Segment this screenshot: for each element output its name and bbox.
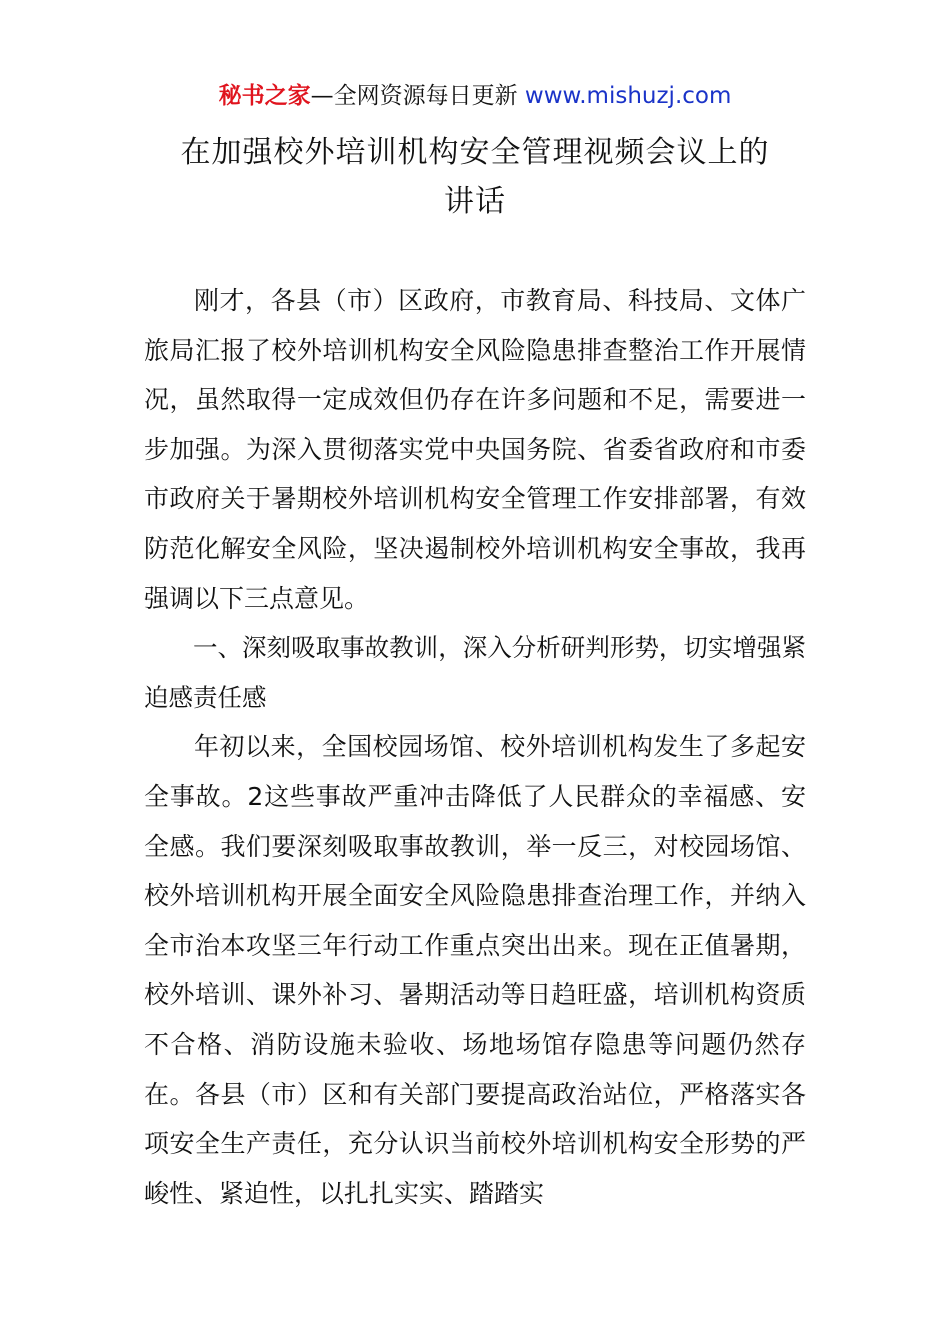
site-url-link[interactable]: www.mishuzj.com: [524, 83, 732, 109]
site-brand: 秘书之家: [218, 83, 311, 109]
site-header: [0, 80, 950, 112]
paragraph-section-1: 年初以来，全国校园场馆、校外培训机构发生了多起安全事故。2这些事故严重冲击降低了人民群众的幸福感、安全感。我们要深刻吸取事故教训，举一反三，对校园场馆、校外培训机构开展全面安全风险隐患排查治理工作，并纳入全市治本攻坚三年行动工作重点突出出来。现在正值暑期，校外培训、课外补习、暑期活动等日趋旺盛，培训机构资质不合格、消防设施未验收、场地场馆存隐患等问题仍然存在。各县（市）区和有关部门要提高政治站位，严格落实各项安全生产责任，充分认识当前校外培训机构安全形势的严峻性、紧迫性，以扎扎实实、踏踏实: [144, 732, 806, 1208]
document-body: [144, 276, 806, 1218]
paragraph-intro: 刚才，各县（市）区政府，市教育局、科技局、文体广旅局汇报了校外培训机构安全风险隐患排查整治工作开展情况，虽然取得一定成效但仍存在许多问题和不足，需要进一步加强。为深入贯彻落实党中央国务院、省委省政府和市委市政府关于暑期校外培训机构安全管理工作安排部署，有效防范化解安全风险，坚决遏制校外培训机构安全事故，我再强调以下三点意见。: [144, 286, 806, 613]
section-heading-1: 一、深刻吸取事故教训，深入分析研判形势，切实增强紧迫感责任感: [144, 633, 806, 712]
site-tagline: —全网资源每日更新: [310, 83, 518, 109]
title-line-2: 讲话: [444, 184, 506, 219]
title-line-1: 在加强校外培训机构安全管理视频会议上的: [180, 135, 770, 170]
document-title: [120, 128, 830, 226]
